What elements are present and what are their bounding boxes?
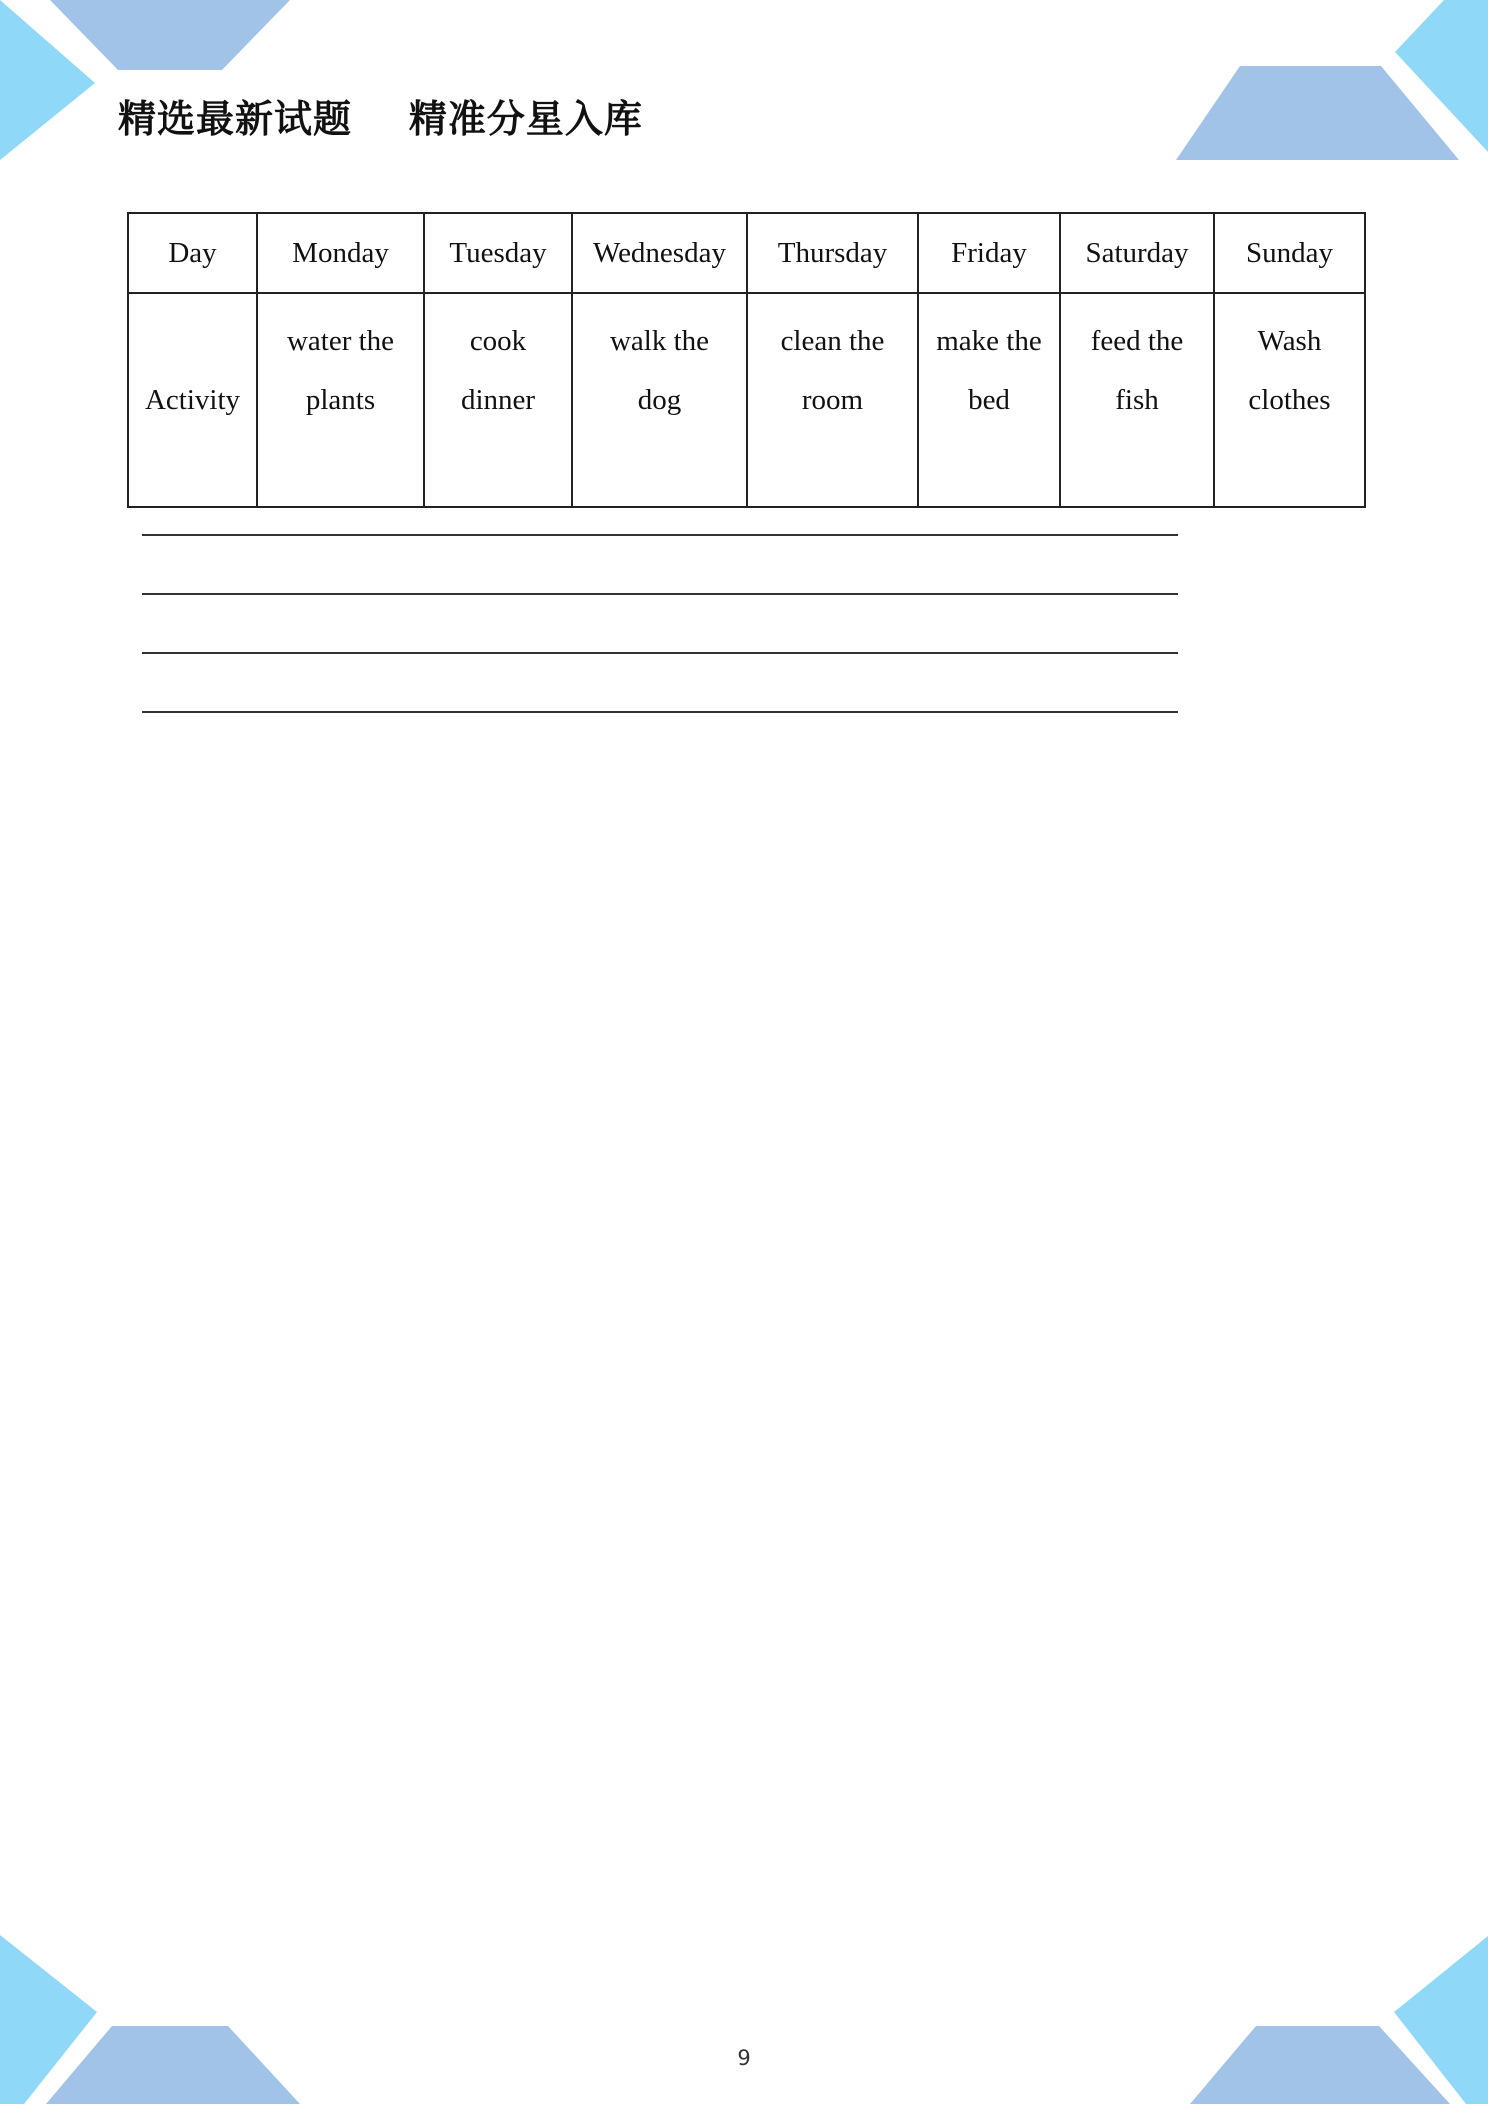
day-cell-sunday: Sunday [1214,213,1365,293]
activity-cell-thursday [747,293,918,507]
activity-cell-saturday [1060,293,1214,507]
activity-text: plants [305,384,376,416]
activity-text: walk the [609,325,710,357]
bottom-right-cyan-triangle [1394,1936,1488,2104]
activity-cell-monday [257,293,424,507]
day-cell-friday: Friday [918,213,1060,293]
activity-text: clothes [1248,384,1331,416]
activity-text: dinner [460,384,536,416]
top-right-blue-trapezoid [1176,66,1459,160]
day-cell-wednesday: Wednesday [572,213,747,293]
page-number: 9 [737,2046,751,2070]
day-row [128,213,1365,293]
answer-line-1[interactable] [142,534,1178,536]
activity-cell-tuesday [424,293,572,507]
activity-text: bed [968,384,1010,416]
top-right-cyan-triangle [1395,0,1488,152]
activity-row-label: Activity [128,293,257,507]
activity-text: feed the [1090,325,1184,357]
activity-text: room [801,384,864,416]
page-header-title: 精选最新试题 精准分星入库 [118,97,643,141]
top-left-blue-trapezoid [50,0,290,70]
activity-cell-sunday [1214,293,1365,507]
answer-line-4[interactable] [142,711,1178,713]
day-row-label: Day [128,213,257,293]
activity-row [128,293,1365,507]
top-left-cyan-triangle [0,0,95,160]
day-cell-monday: Monday [257,213,424,293]
answer-line-2[interactable] [142,593,1178,595]
activity-text: water the [286,325,395,357]
activity-text: fish [1115,384,1159,416]
weekly-activity-table [127,212,1366,508]
bottom-left-cyan-triangle [0,1935,97,2104]
day-cell-tuesday: Tuesday [424,213,572,293]
day-cell-saturday: Saturday [1060,213,1214,293]
activity-text: dog [637,384,682,416]
activity-cell-wednesday [572,293,747,507]
answer-line-3[interactable] [142,652,1178,654]
activity-text: clean the [780,325,885,357]
activity-text: cook [469,325,527,357]
activity-text: make the [936,325,1042,357]
day-cell-thursday: Thursday [747,213,918,293]
activity-text: Wash [1257,325,1322,357]
activity-cell-friday [918,293,1060,507]
